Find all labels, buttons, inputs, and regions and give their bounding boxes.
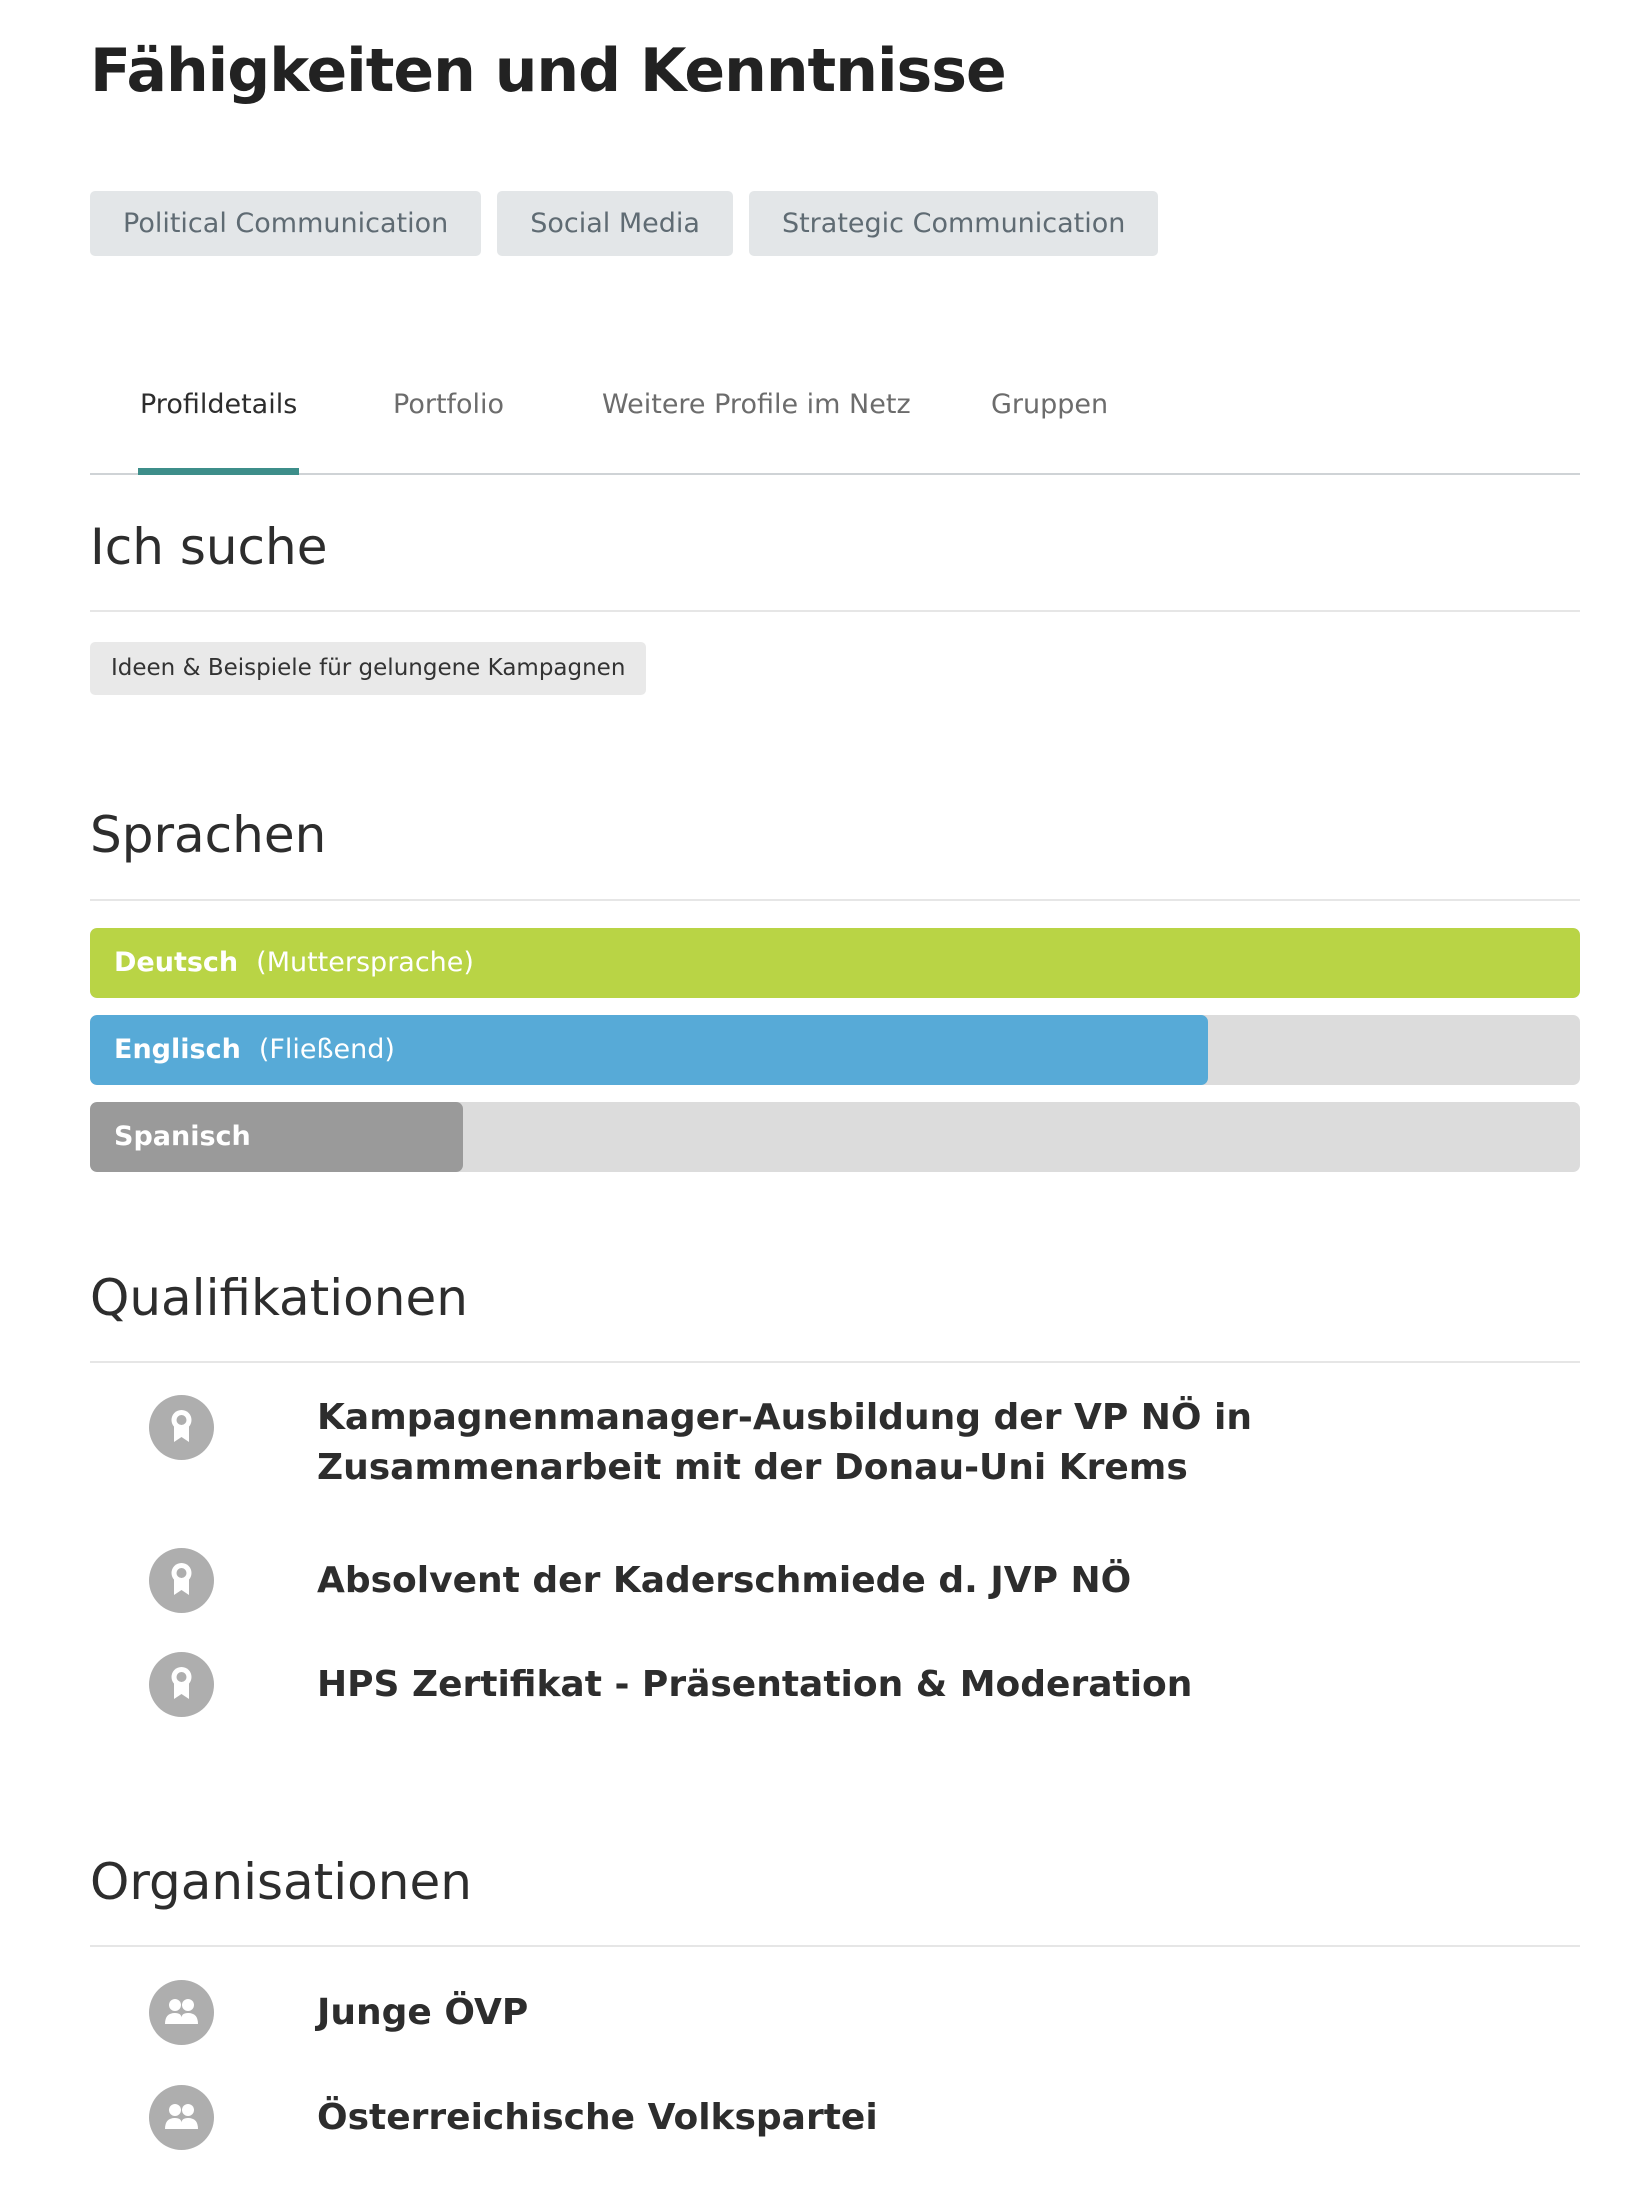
seeking-section-title: Ich suche [90, 518, 328, 576]
divider [90, 1361, 1580, 1363]
tab-gruppen[interactable]: Gruppen [991, 389, 1109, 420]
divider [90, 610, 1580, 612]
tab-portfolio[interactable]: Portfolio [393, 389, 505, 420]
language-level: (Muttersprache) [256, 947, 474, 978]
award-icon [149, 1395, 214, 1460]
language-bar-englisch [90, 1015, 1580, 1085]
skill-tag-political-communication[interactable]: Political Communication [90, 191, 481, 256]
divider [90, 1945, 1580, 1947]
qualifications-section-title: Qualifikationen [90, 1269, 468, 1327]
group-icon [149, 2085, 214, 2150]
skill-tags [90, 191, 1158, 256]
tab-profildetails[interactable]: Profildetails [140, 350, 297, 473]
profile-tabs [90, 350, 1580, 475]
organisation-text[interactable]: Österreichische Volkspartei [317, 2097, 878, 2138]
group-icon [149, 1980, 214, 2045]
organisation-text[interactable]: Junge ÖVP [317, 1992, 529, 2033]
seeking-tag: Ideen & Beispiele für gelungene Kampagnen [90, 642, 646, 695]
page-title: Fähigkeiten und Kenntnisse [90, 36, 1006, 106]
tab-weitere-profile[interactable]: Weitere Profile im Netz [602, 389, 911, 420]
skill-tag-strategic-communication[interactable]: Strategic Communication [749, 191, 1158, 256]
qualification-text: HPS Zertifikat - Präsentation & Moderation [317, 1664, 1193, 1705]
languages-section-title: Sprachen [90, 806, 327, 864]
skill-tag-social-media[interactable]: Social Media [497, 191, 733, 256]
language-bar-spanisch [90, 1102, 1580, 1172]
language-level: (Fließend) [258, 1034, 395, 1065]
organisations-section-title: Organisationen [90, 1853, 472, 1911]
qualification-text: Kampagnenmanager-Ausbildung der VP NÖ in Zusammenarbeit mit der Donau-Uni Krems [317, 1397, 1252, 1488]
language-name: Englisch [114, 1034, 241, 1065]
award-icon [149, 1652, 214, 1717]
award-icon [149, 1548, 214, 1613]
divider [90, 899, 1580, 901]
language-bar-deutsch [90, 928, 1580, 998]
qualification-text: Absolvent der Kaderschmiede d. JVP NÖ [317, 1560, 1132, 1601]
language-name: Spanisch [114, 1121, 251, 1152]
language-name: Deutsch [114, 947, 239, 978]
